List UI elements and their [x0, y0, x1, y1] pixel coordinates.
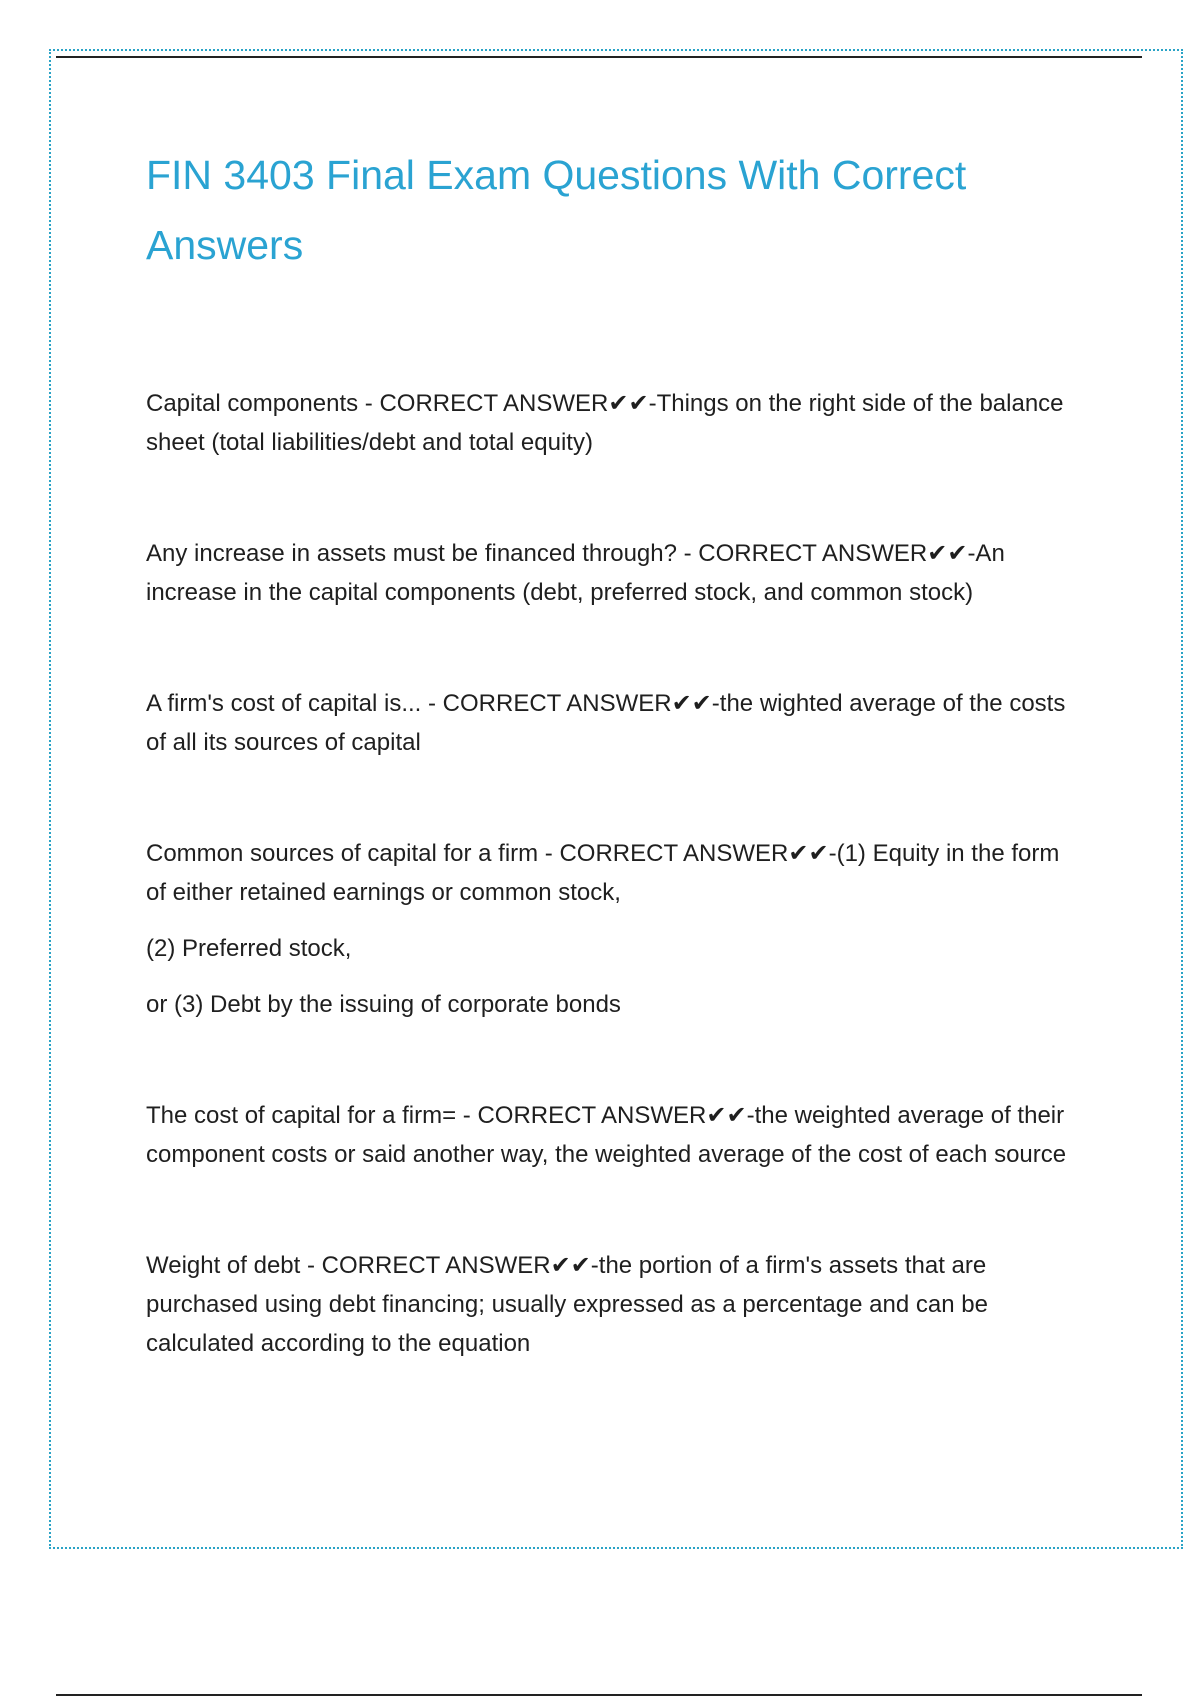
qa-text: Any increase in assets must be financed through? - CORRECT ANSWER✔✔-An increase in the capital components (debt, preferred stock, and common stock)	[146, 540, 1005, 606]
qa-item-cost-of-capital-formula	[146, 1096, 1086, 1174]
qa-text: The cost of capital for a firm= - CORRECT ANSWER✔✔-the weighted average of their component costs or said another way, the weighted average of the cost of each source	[146, 1102, 1067, 1168]
qa-text: A firm's cost of capital is... - CORRECT ANSWER✔✔-the wighted average of the costs of all its sources of capital	[146, 690, 1066, 756]
qa-text: Common sources of capital for a firm - CORRECT ANSWER✔✔-(1) Equity in the form of either retained earnings or common stock,	[146, 840, 1060, 906]
document-title: FIN 3403 Final Exam Questions With Correct Answers	[146, 152, 967, 268]
qa-text: Capital components - CORRECT ANSWER✔✔-Things on the right side of the balance sheet (total liabilities/debt and total equity)	[146, 390, 1064, 456]
qa-text: (2) Preferred stock,	[146, 935, 352, 962]
qa-item-weight-of-debt	[146, 1246, 1086, 1363]
header-rule	[56, 56, 1142, 58]
qa-list	[146, 384, 1086, 1363]
qa-item-asset-financing	[146, 534, 1086, 612]
qa-item-capital-components	[146, 384, 1086, 462]
qa-text: or (3) Debt by the issuing of corporate bonds	[146, 991, 621, 1018]
qa-item-sources-of-capital	[146, 834, 1086, 1024]
document-body	[146, 140, 1086, 1435]
qa-text: Weight of debt - CORRECT ANSWER✔✔-the portion of a firm's assets that are purchased using debt financing; usually expressed as a percentage and can be calculated according to the equation	[146, 1252, 988, 1357]
qa-item-cost-of-capital	[146, 684, 1086, 762]
footer-rule	[56, 1694, 1142, 1696]
